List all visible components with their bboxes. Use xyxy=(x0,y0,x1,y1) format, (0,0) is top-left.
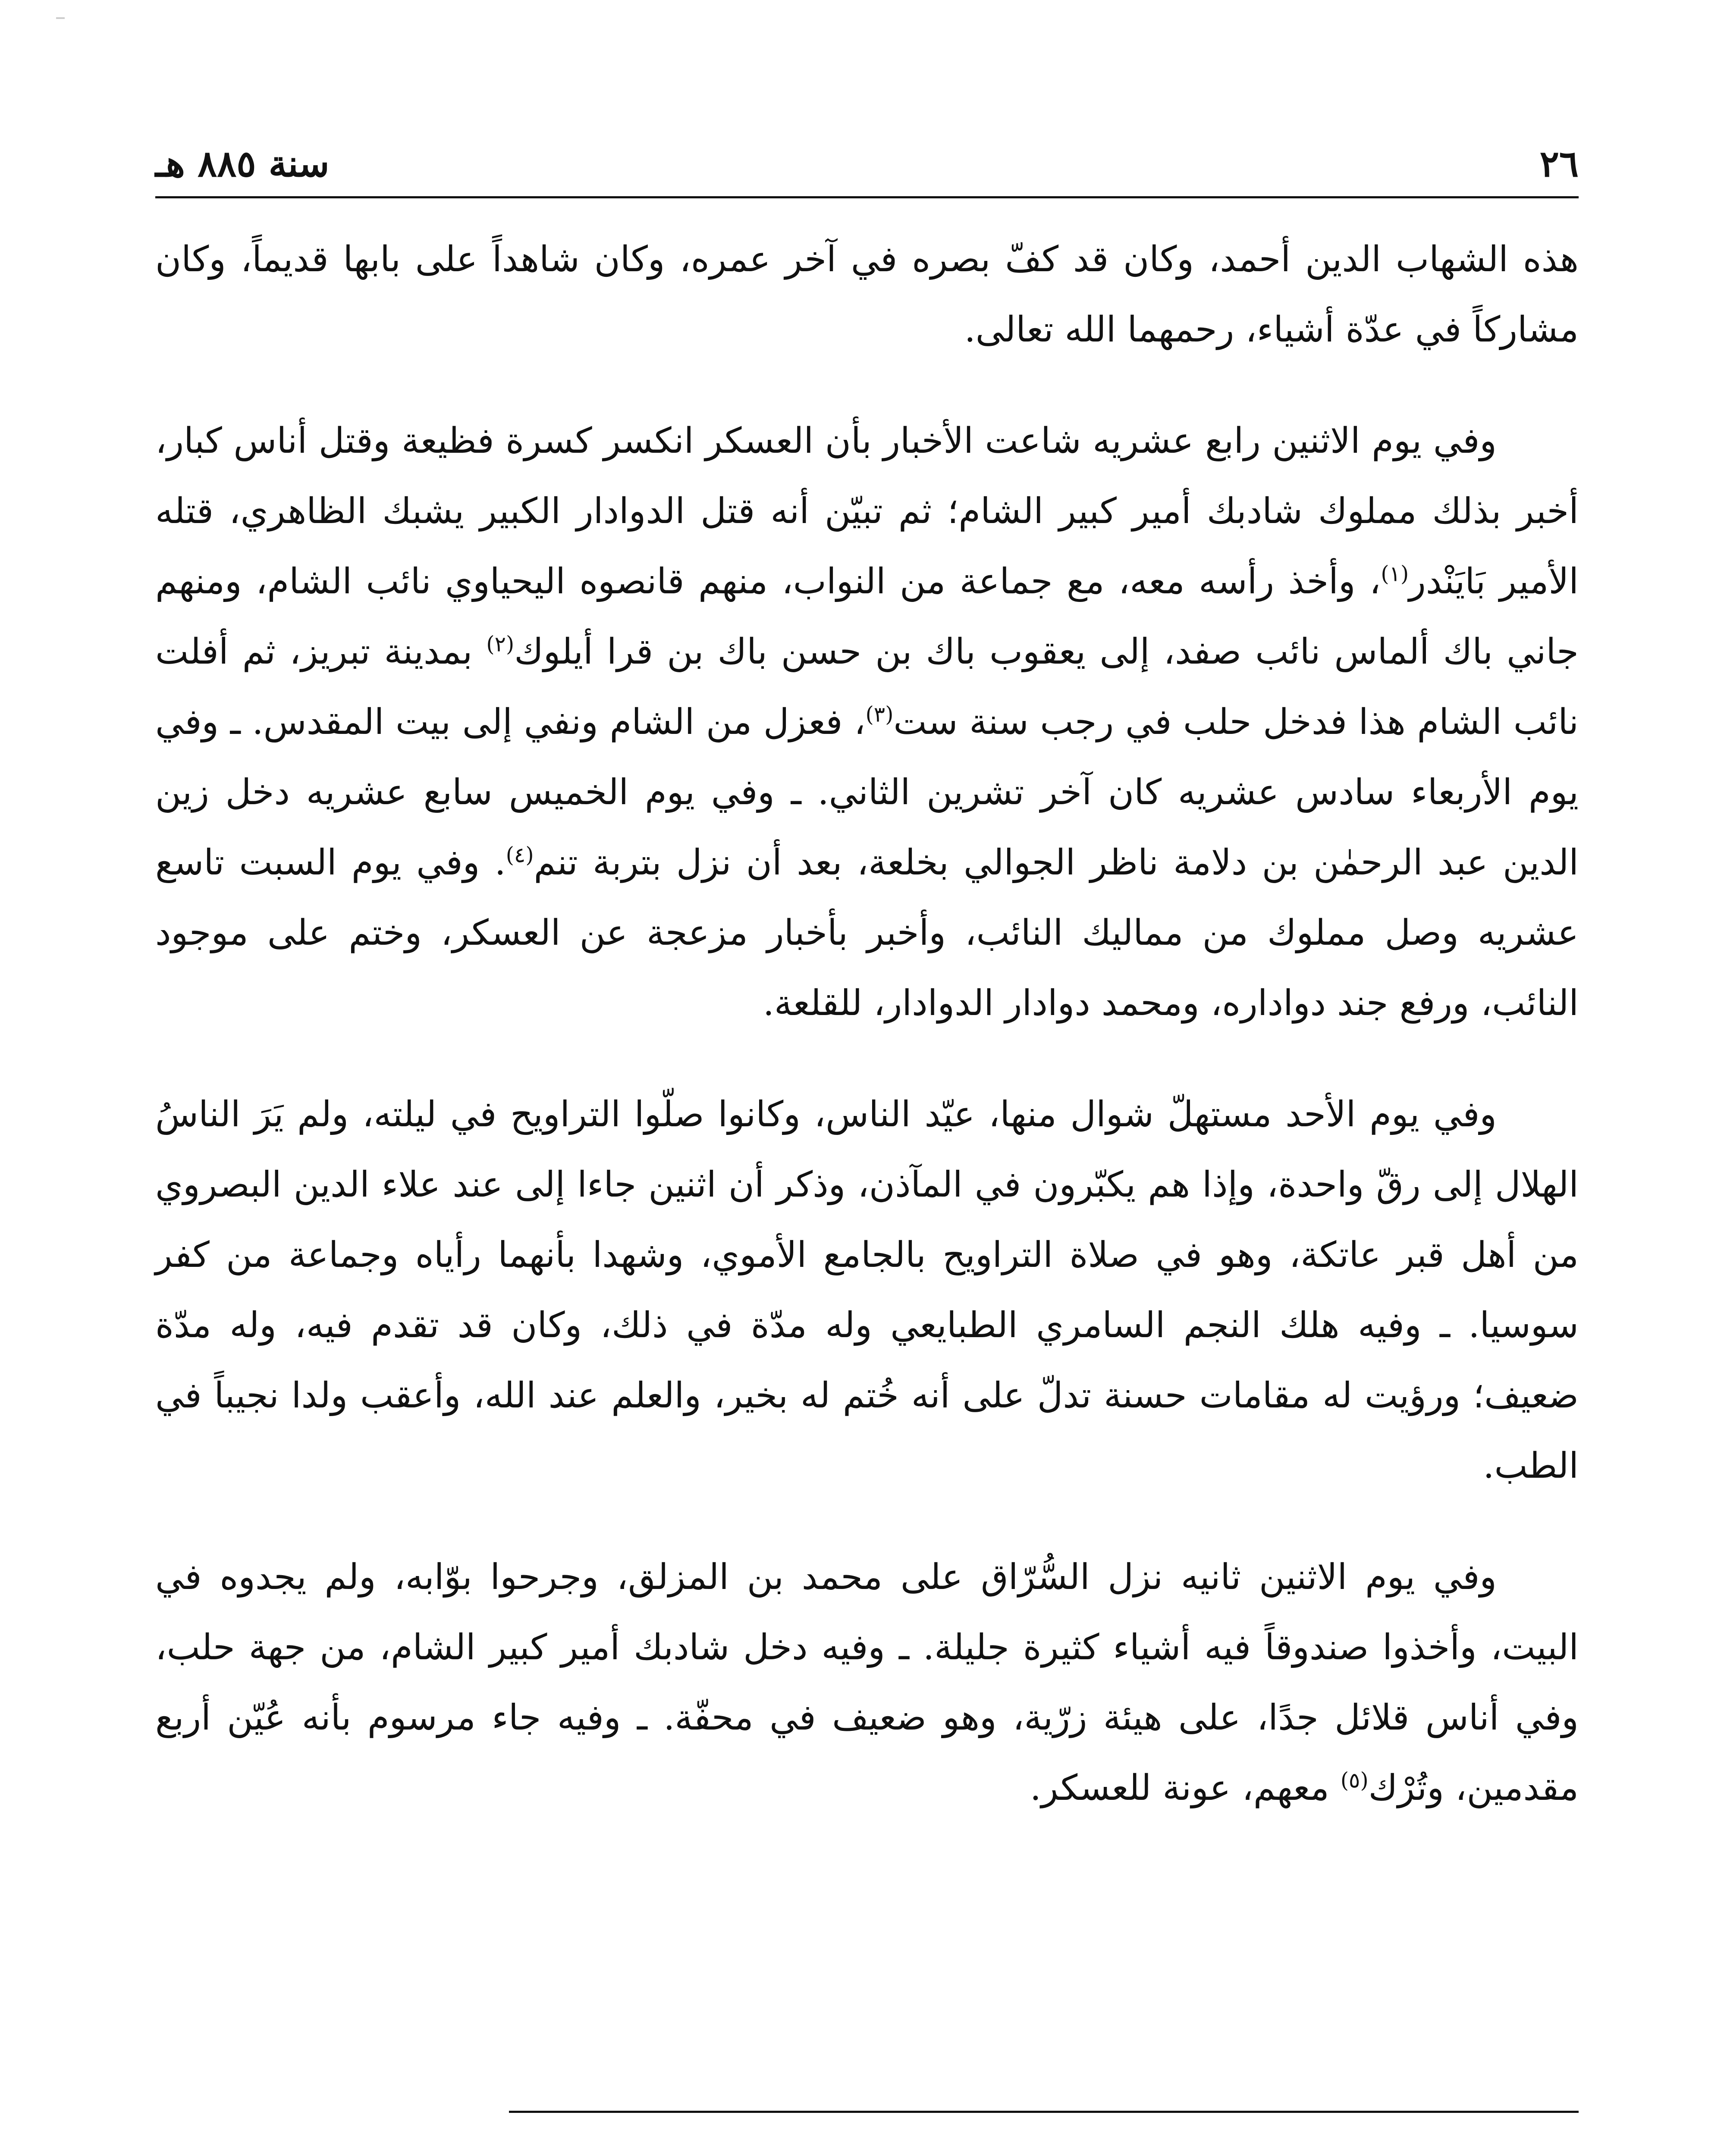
header-rule xyxy=(155,196,1579,198)
paragraph-text: . وفي يوم السبت تاسع عشريه وصل مملوك من مماليك النائب، وأخبر بأخبار مزعجة عن العسكر، وختم على موجود النائب، ورفع جند دواداره، ومحمد دوادار الدوادار، للقلعة. xyxy=(155,842,1579,1024)
footnote-reference: (١) xyxy=(1381,561,1409,586)
footnote-reference: (٥) xyxy=(1340,1767,1369,1793)
scan-mark xyxy=(56,17,65,19)
footnotes xyxy=(155,2152,1579,2156)
paragraph xyxy=(155,1542,1579,1823)
footnote-reference: (٤) xyxy=(506,842,534,868)
page-header xyxy=(155,142,1579,194)
paragraph-text: معهم، عونة للعسكر. xyxy=(1030,1767,1341,1808)
footnote-reference: (٣) xyxy=(865,702,894,727)
paragraph xyxy=(155,224,1579,365)
paragraph xyxy=(155,406,1579,1038)
footnote-rule xyxy=(509,2111,1579,2113)
paragraph xyxy=(155,1079,1579,1501)
body-text xyxy=(155,224,1579,1864)
footnote-number xyxy=(1501,2152,1579,2156)
running-head: سنة ٨٨٥ هـ xyxy=(155,142,330,185)
footnote-text xyxy=(155,2152,1501,2156)
paragraph-text: وفي يوم الاثنين ثانيه نزل السُّرّاق على محمد بن المزلق، وجرحوا بوّابه، ولم يجدوه في البيت، وأخذوا صندوقاً فيه أشياء كثيرة جليلة. ـ وفيه دخل شادبك أمير كبير الشام، من جهة حلب، وفي أناس قلائل جدًا، على هيئة زرّية، وهو ضعيف في محفّة. ـ وفيه جاء مرسوم بأنه عُيّن أربع مقدمين، وتُرْك xyxy=(155,1557,1579,1808)
page-number: ٢٦ xyxy=(1539,142,1579,185)
paragraph-text: وفي يوم الاثنين رابع عشريه شاعت الأخبار بأن العسكر انكسر كسرة فظيعة وقتل أناس كبار، أخبر بذلك مملوك شادبك أمير كبير الشام؛ ثم تبيّن أنه قتل الدوادار الكبير يشبك الظاهري، قتله الأمير بَايَنْدر xyxy=(155,420,1579,602)
footnote-reference: (٢) xyxy=(486,631,515,657)
paragraph-text: ، وأخذ رأسه معه، مع جماعة من النواب، منهم قانصوه اليحياوي نائب الشام، ومنهم جاني باك ألماس نائب صفد، إلى يعقوب باك بن حسن باك بن قرا أيلوك xyxy=(155,561,1579,672)
paragraph-text: هذه الشهاب الدين أحمد، وكان قد كفّ بصره في آخر عمره، وكان شاهداً على بابها قديماً، وكان مشاركاً في عدّة أشياء، رحمهما الله تعالى. xyxy=(155,239,1579,350)
footnote xyxy=(155,2152,1579,2156)
paragraph-text: وفي يوم الأحد مستهلّ شوال منها، عيّد الناس، وكانوا صلّوا التراويح في ليلته، ولم يَرَ الناسُ الهلال إلى رقّ واحدة، وإذا هم يكبّرون في المآذن، وذكر أن اثنين جاءا إلى عند علاء الدين البصروي من أهل قبر عاتكة، وهو في صلاة التراويح بالجامع الأموي، وشهدا بأنهما رأياه وجماعة من كفر سوسيا. ـ وفيه هلك النجم السامري الطبايعي وله مدّة في ذلك، وكان قد تقدم فيه، وله مدّة ضعيف؛ ورؤيت له مقامات حسنة تدلّ على أنه خُتم له بخير، والعلم عند الله، وأعقب ولدا نجيباً في الطب. xyxy=(155,1094,1579,1486)
paragraph-text: بمدينة تبريز، ثم أفلت نائب الشام هذا فدخل حلب في رجب سنة ست xyxy=(155,631,1579,743)
paragraph-text: ، فعزل من الشام ونفي إلى بيت المقدس. ـ وفي يوم الأربعاء سادس عشريه كان آخر تشرين الثاني. ـ وفي يوم الخميس سابع عشريه دخل زين الدين عبد الرحمٰن بن دلامة ناظر الجوالي بخلعة، بعد أن نزل بتربة تنم xyxy=(155,702,1579,883)
